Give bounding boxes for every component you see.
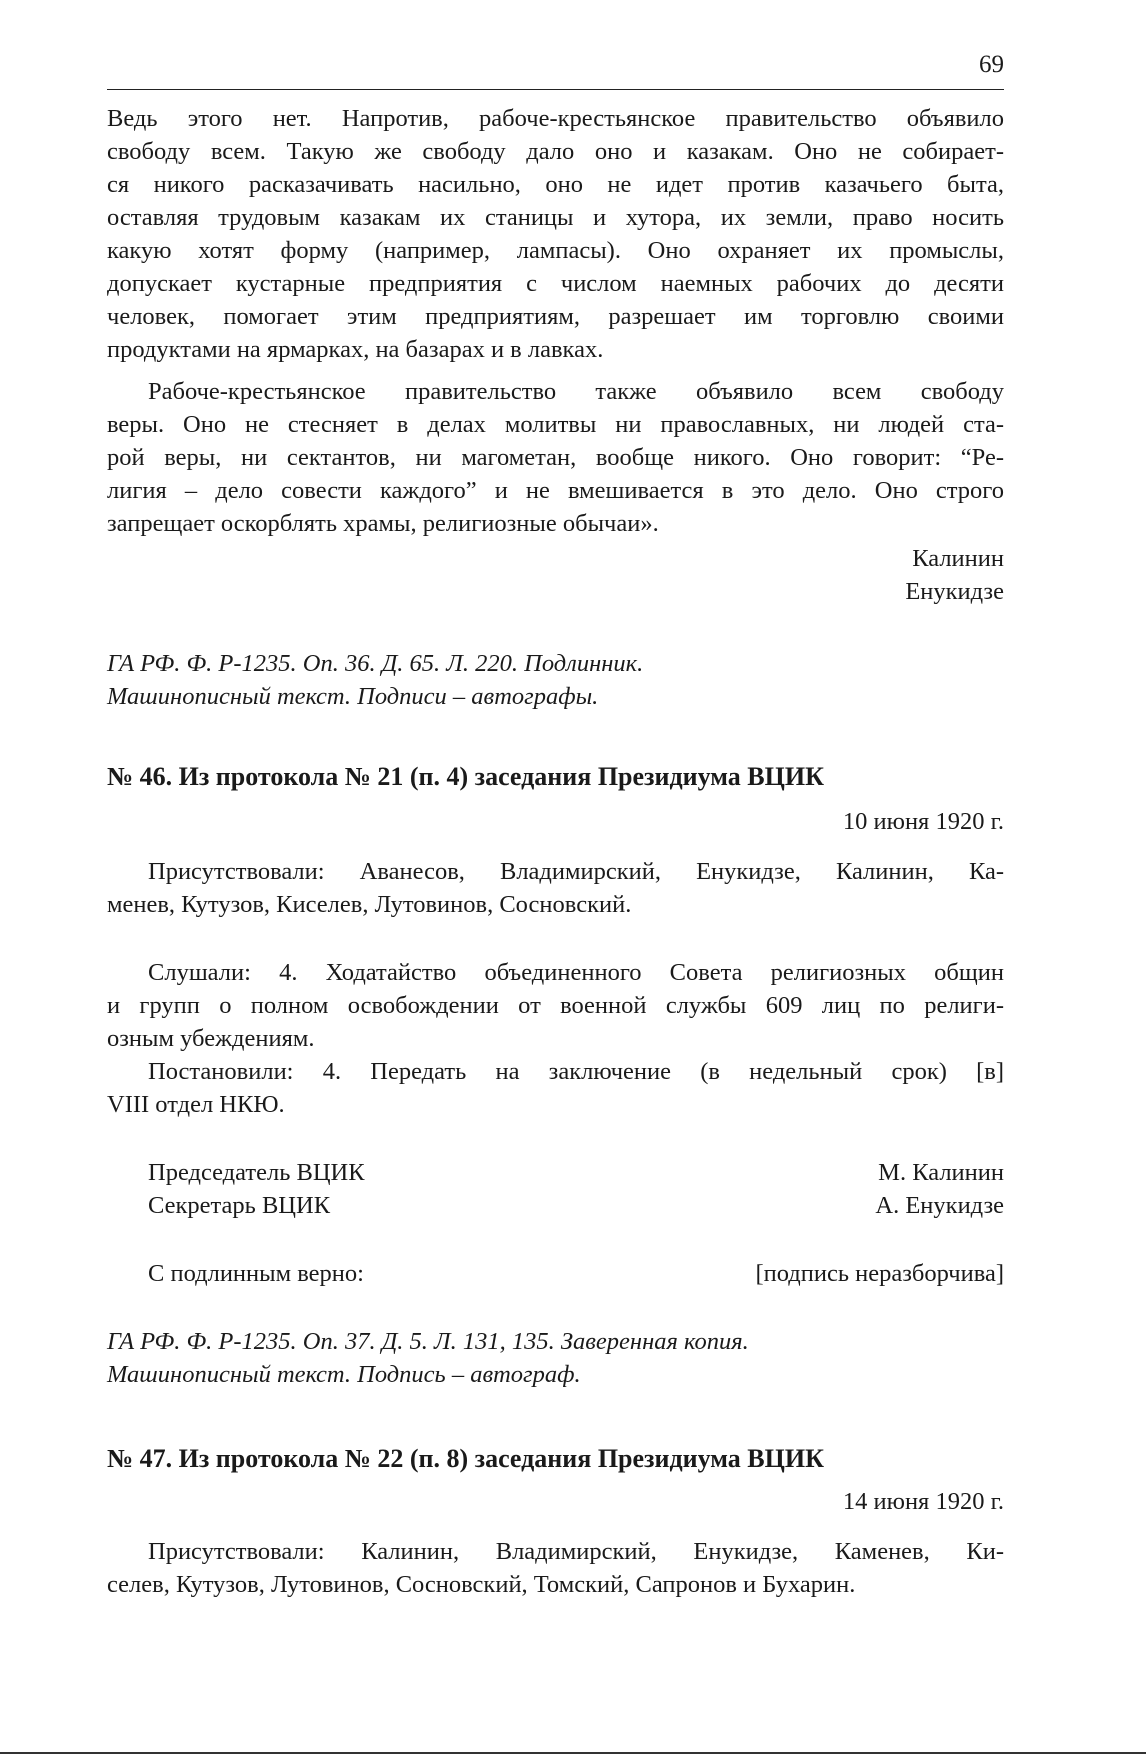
doc46-resolved [107,1055,1004,1121]
signature: Калинин [912,545,1004,572]
text-line: Машинописный текст. Подписи – автографы. [107,683,599,710]
book-page [107,0,1004,1757]
text-line: Присутствовали: Калинин, Владимирский, Енукидзе, Каменев, Ки- [148,1538,1004,1565]
text-line: оставляя трудовым казакам их станицы и хутора, их земли, право носить [107,204,1004,231]
doc46-signatories [107,1156,1004,1222]
text-line: Рабоче-крестьянское правительство также объявило всем свободу [148,378,1004,405]
text-line: веры. Оно не стесняет в делах молитвы ни православных, ни людей ста- [107,411,1004,438]
secretary-role: Секретарь ВЦИК [148,1192,331,1219]
certified-label: С подлинным верно: [148,1260,364,1287]
doc46-certified [107,1257,1004,1290]
certified-row [107,1257,1004,1290]
text-line: озным убеждениям. [107,1025,315,1052]
text-line: запрещает оскорблять храмы, религиозные обычаи». [107,510,659,537]
intro-signatures [107,542,1004,608]
doc47-heading: № 47. Из протокола № 22 (п. 8) заседания Президиума ВЦИК [107,1444,824,1473]
text-line: Присутствовали: Аванесов, Владимирский, Енукидзе, Калинин, Ка- [148,858,1004,885]
text-line: VIII отдел НКЮ. [107,1091,285,1118]
text-line: продуктами на ярмарках, на базарах и в лавках. [107,336,604,363]
scan-edge [0,1752,1146,1754]
intro-paragraph-2 [107,375,1004,540]
text-line: Ведь этого нет. Напротив, рабоче-крестьянское правительство объявило [107,105,1004,132]
chair-role: Председатель ВЦИК [148,1159,365,1186]
secretary-name: А. Енукидзе [875,1192,1004,1219]
doc46-present [107,855,1004,921]
text-line: ГА РФ. Ф. Р-1235. Оп. 36. Д. 65. Л. 220. Подлинник. [107,650,644,677]
doc46-heading: № 46. Из протокола № 21 (п. 4) заседания Президиума ВЦИК [107,762,824,791]
text-line: человек, помогает этим предприятиям, разрешает им торговлю своими [107,303,1004,330]
text-line: ся никого расказачивать насильно, оно не идет против казачьего быта, [107,171,1004,198]
page-number: 69 [979,51,1004,78]
text-line: Постановили: 4. Передать на заключение (в недельный срок) [в] [148,1058,1004,1085]
signatory-row [107,1156,1004,1189]
text-line: лигия – дело совести каждого” и не вмешивается в это дело. Оно строго [107,477,1004,504]
doc47-date: 14 июня 1920 г. [842,1488,1004,1515]
doc46-date: 10 июня 1920 г. [842,808,1004,835]
text-line: какую хотят форму (например, лампасы). Оно охраняет их промыслы, [107,237,1004,264]
text-line: ГА РФ. Ф. Р-1235. Оп. 37. Д. 5. Л. 131, 135. Заверенная копия. [107,1328,749,1355]
text-line: и групп о полном освобождении от военной службы 609 лиц по религи- [107,992,1004,1019]
doc46-heard [107,956,1004,1055]
text-line: селев, Кутузов, Лутовинов, Сосновский, Томский, Сапронов и Бухарин. [107,1571,856,1598]
text-line: Машинописный текст. Подпись – автограф. [107,1361,581,1388]
signatory-row [107,1189,1004,1222]
text-line: свободу всем. Такую же свободу дало оно и казакам. Оно не собирает- [107,138,1004,165]
text-line: менев, Кутузов, Киселев, Лутовинов, Сосновский. [107,891,632,918]
archive-note-2 [107,1325,1004,1391]
header-rule [107,89,1004,90]
chair-name: М. Калинин [878,1159,1004,1186]
doc47-present [107,1535,1004,1601]
certified-value: [подпись неразборчива] [755,1260,1004,1287]
text-line: рой веры, ни сектантов, ни магометан, вообще никого. Оно говорит: “Ре- [107,444,1004,471]
intro-paragraph-1 [107,102,1004,366]
signature: Енукидзе [905,578,1004,605]
text-line: допускает кустарные предприятия с числом наемных рабочих до десяти [107,270,1004,297]
archive-note-1 [107,647,1004,713]
text-line: Слушали: 4. Ходатайство объединенного Совета религиозных общин [148,959,1004,986]
